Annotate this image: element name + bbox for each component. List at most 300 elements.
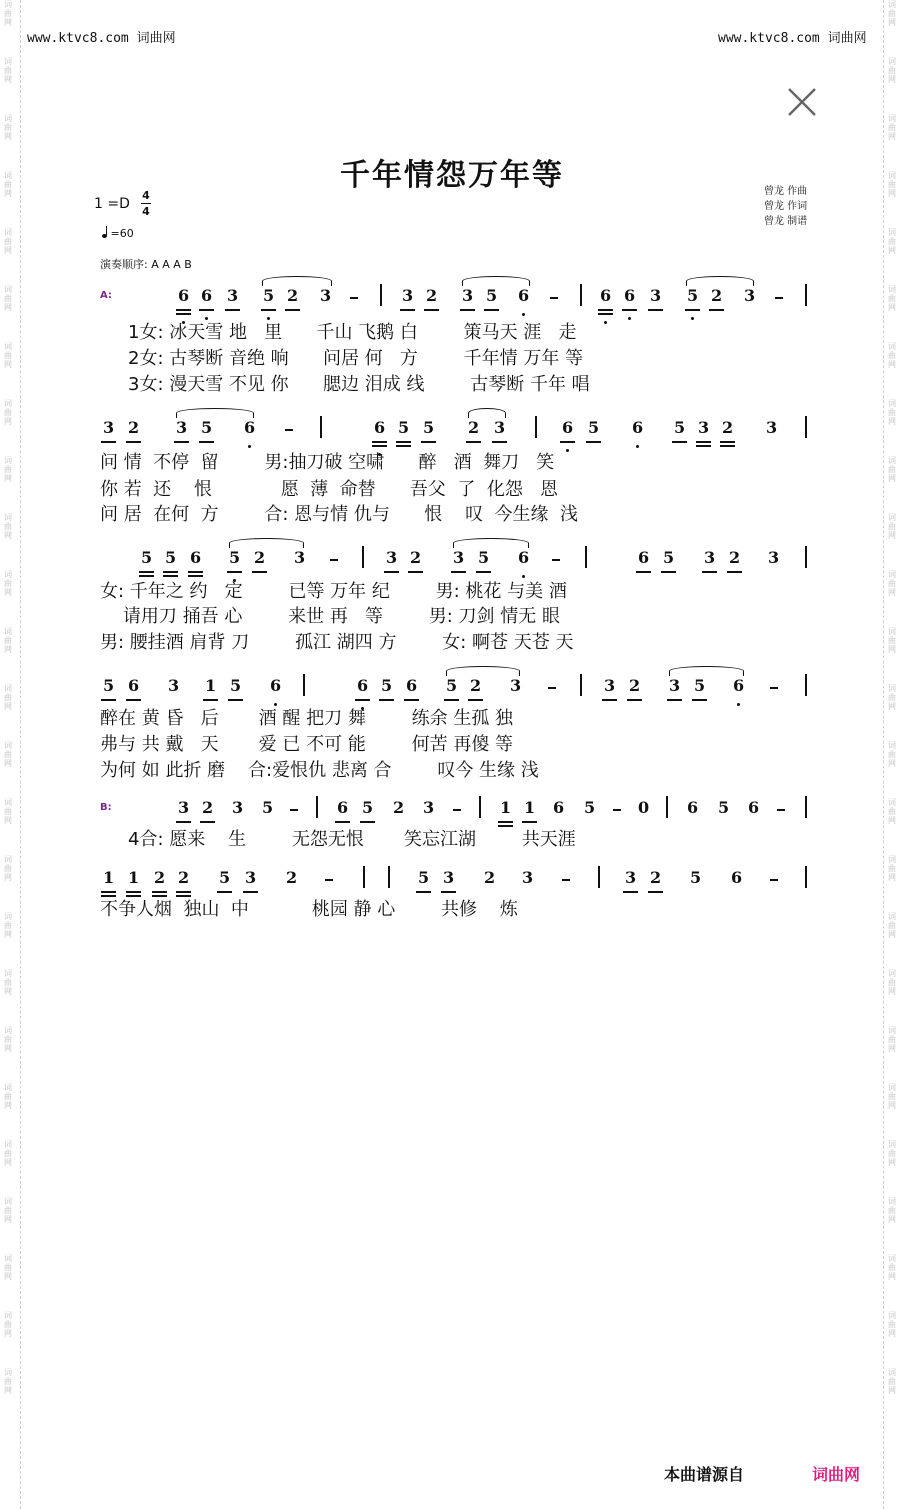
- underline: [139, 571, 154, 573]
- note: 2: [484, 868, 496, 887]
- note: 6: [600, 286, 612, 305]
- underline: [661, 571, 676, 573]
- lyric-line: 醉在 黄 昏 后 酒 醒 把刀 舞 练余 生孤 独: [100, 708, 514, 729]
- low-octave-dot: [522, 313, 525, 316]
- note: 6: [357, 676, 369, 695]
- note: 5: [201, 418, 213, 437]
- watermark-text: 词曲网: [4, 1311, 12, 1338]
- tie-slur: [669, 666, 744, 676]
- bar-line: [535, 416, 537, 438]
- bar-line: [580, 284, 582, 306]
- time-top: 4: [142, 189, 150, 202]
- rest-dash: [290, 809, 298, 811]
- note: 6: [553, 798, 565, 817]
- note: 6: [731, 868, 743, 887]
- watermark-text: 词曲网: [4, 1368, 12, 1395]
- note: 6: [178, 286, 190, 305]
- watermark-text: 词曲网: [4, 342, 12, 369]
- low-octave-dot: [636, 445, 639, 448]
- watermark-text: 词曲网: [888, 741, 896, 768]
- low-octave-dot: [566, 449, 569, 452]
- underline: [200, 821, 215, 823]
- underline: [335, 821, 350, 823]
- rest-dash: [770, 879, 778, 881]
- underline: [421, 441, 436, 443]
- watermark-text: 词曲网: [888, 798, 896, 825]
- watermark-text: 词曲网: [4, 912, 12, 939]
- bar-line: [479, 796, 481, 818]
- low-octave-dot: [628, 317, 631, 320]
- tie-slur: [229, 538, 304, 548]
- note: 1: [500, 798, 512, 817]
- watermark-text: 词曲网: [4, 285, 12, 312]
- watermark-text: 词曲网: [888, 912, 896, 939]
- bar-line: [805, 416, 807, 438]
- bar-line: [380, 284, 382, 306]
- underline: [404, 699, 419, 701]
- rest-dash: [330, 559, 338, 561]
- note: 6: [244, 418, 256, 437]
- right-watermark: [887, 0, 901, 1509]
- watermark-text: 词曲网: [888, 969, 896, 996]
- underline: [727, 571, 742, 573]
- lyric-line: 2女: 古琴断 音绝 响 问居 何 方 千年情 万年 等: [128, 348, 584, 369]
- lyric-line: 4合: 愿来 生 无怨无恨 笑忘江湖 共天涯: [128, 829, 576, 850]
- underline: [152, 891, 167, 893]
- underline: [261, 309, 276, 311]
- header-url-left[interactable]: www.ktvc8.com 词曲网: [27, 31, 176, 46]
- underline: [228, 699, 243, 701]
- bar-line: [598, 866, 600, 888]
- underline: [560, 441, 575, 443]
- note: 5: [418, 868, 430, 887]
- note: 2: [722, 418, 734, 437]
- rest-dash: [285, 429, 293, 431]
- underline: [648, 891, 663, 893]
- note: 6: [638, 548, 650, 567]
- note: 3: [402, 286, 414, 305]
- bar-line: [303, 674, 305, 696]
- watermark-text: 词曲网: [888, 1026, 896, 1053]
- lyric-line: 问 情 不停 留 男:抽刀破 空啸 醉 酒 舞刀 笑: [100, 452, 555, 473]
- watermark-text: 词曲网: [888, 1254, 896, 1281]
- underline: [627, 699, 642, 701]
- note: 6: [337, 798, 349, 817]
- note: 3: [386, 548, 398, 567]
- underline: [522, 821, 537, 823]
- low-octave-dot: [737, 703, 740, 706]
- watermark-text: 词曲网: [4, 1026, 12, 1053]
- note: 5: [478, 548, 490, 567]
- watermark-text: 词曲网: [4, 57, 12, 84]
- tie-slur: [462, 276, 530, 286]
- underline: [126, 441, 141, 443]
- watermark-text: 词曲网: [4, 1254, 12, 1281]
- note: 6: [562, 418, 574, 437]
- underline: [163, 571, 178, 573]
- note: 2: [393, 798, 405, 817]
- bar-line: [585, 546, 587, 568]
- underline: [176, 309, 191, 311]
- note: 3: [245, 868, 257, 887]
- watermark-text: 词曲网: [4, 1140, 12, 1167]
- watermark-text: 词曲网: [4, 570, 12, 597]
- note: 3: [176, 418, 188, 437]
- underline: [203, 699, 218, 701]
- note: 3: [462, 286, 474, 305]
- underline: [444, 699, 459, 701]
- underline: [372, 445, 387, 447]
- underline: [451, 571, 466, 573]
- watermark-text: 词曲网: [4, 171, 12, 198]
- underline: [586, 441, 601, 443]
- watermark-text: 词曲网: [888, 513, 896, 540]
- underline: [101, 891, 116, 893]
- watermark-text: 词曲网: [888, 171, 896, 198]
- note: 3: [320, 286, 332, 305]
- rest-dash: [548, 687, 556, 689]
- header-url-right[interactable]: www.ktvc8.com 词曲网: [718, 31, 867, 46]
- underline: [176, 891, 191, 893]
- underline: [360, 821, 375, 823]
- watermark-text: 词曲网: [888, 399, 896, 426]
- watermark-text: 词曲网: [888, 684, 896, 711]
- note: 2: [426, 286, 438, 305]
- section-label-a: A:: [100, 290, 112, 301]
- rest-dash: [550, 297, 558, 299]
- underline: [720, 445, 735, 447]
- underline: [176, 313, 191, 315]
- note: 1: [128, 868, 140, 887]
- note: 5: [687, 286, 699, 305]
- note: 2: [629, 676, 641, 695]
- tempo-value: =60: [110, 227, 134, 240]
- note: 5: [663, 548, 675, 567]
- watermark-text: 词曲网: [4, 741, 12, 768]
- left-margin-line: [20, 0, 21, 1509]
- note: 5: [141, 548, 153, 567]
- watermark-text: 词曲网: [4, 684, 12, 711]
- lyric-line: 请用刀 捅吾 心 来世 再 等 男: 刀剑 情无 眼: [100, 606, 560, 627]
- rest-dash: [350, 297, 358, 299]
- bar-line: [388, 866, 390, 888]
- underline: [225, 309, 240, 311]
- note: 6: [733, 676, 745, 695]
- note: 2: [286, 868, 298, 887]
- note: 5: [219, 868, 231, 887]
- underline: [176, 821, 191, 823]
- underline: [602, 699, 617, 701]
- rest-dash: [325, 879, 333, 881]
- note: 3: [227, 286, 239, 305]
- bar-line: [580, 674, 582, 696]
- note: 5: [165, 548, 177, 567]
- note: 3: [168, 676, 180, 695]
- underline: [720, 441, 735, 443]
- bar-line: [666, 796, 668, 818]
- watermark-text: 词曲网: [888, 1197, 896, 1224]
- underline: [441, 891, 456, 893]
- underline: [285, 309, 300, 311]
- note: 2: [254, 548, 266, 567]
- rest-dash: [453, 809, 461, 811]
- note: 3: [453, 548, 465, 567]
- lyric-line: 女: 千年之 约 定 已等 万年 纪 男: 桃花 与美 酒: [100, 581, 567, 602]
- underline: [396, 441, 411, 443]
- underline: [466, 441, 481, 443]
- credit-lyricist: 曾龙 作词: [764, 201, 808, 212]
- underline: [101, 699, 116, 701]
- note: 6: [201, 286, 213, 305]
- section-label-b: B:: [100, 802, 112, 813]
- underline: [484, 309, 499, 311]
- underline: [709, 309, 724, 311]
- watermark-text: 词曲网: [4, 114, 12, 141]
- time-divider: [141, 203, 151, 204]
- watermark-text: 词曲网: [4, 0, 12, 27]
- underline: [355, 699, 370, 701]
- underline: [188, 571, 203, 573]
- note: 6: [624, 286, 636, 305]
- note: 2: [410, 548, 422, 567]
- page-title: 千年情怨万年等: [340, 158, 564, 193]
- watermark-text: 词曲网: [4, 627, 12, 654]
- rest-dash: [777, 809, 785, 811]
- note: 6: [632, 418, 644, 437]
- bar-line: [805, 674, 807, 696]
- note: 0: [638, 798, 650, 817]
- bar-line: [805, 866, 807, 888]
- note: 5: [381, 676, 393, 695]
- underline: [622, 309, 637, 311]
- key-signature: 1 =D: [94, 196, 130, 212]
- tie-slur: [453, 538, 529, 548]
- lyric-line: 你 若 还 恨 愿 薄 命替 吾父 了 化怨 恩: [100, 479, 558, 500]
- underline: [400, 309, 415, 311]
- underline: [126, 699, 141, 701]
- note: 5: [362, 798, 374, 817]
- note: 2: [287, 286, 299, 305]
- note: 5: [486, 286, 498, 305]
- time-bottom: 4: [142, 205, 150, 218]
- underline: [468, 699, 483, 701]
- tempo-mark: [102, 227, 134, 240]
- note: 3: [232, 798, 244, 817]
- rest-dash: [552, 559, 560, 561]
- note: 3: [604, 676, 616, 695]
- note: 5: [263, 286, 275, 305]
- bar-line: [362, 546, 364, 568]
- note: 3: [294, 548, 306, 567]
- underline: [598, 313, 613, 315]
- watermark-text: 词曲网: [888, 285, 896, 312]
- left-watermark: [3, 0, 17, 1509]
- watermark-text: 词曲网: [4, 1197, 12, 1224]
- note: 1: [205, 676, 217, 695]
- tie-slur: [468, 408, 506, 418]
- underline: [692, 699, 707, 701]
- note: 6: [128, 676, 140, 695]
- bar-line: [805, 546, 807, 568]
- credit-arranger: 曾龙 制谱: [764, 216, 808, 227]
- underline: [126, 891, 141, 893]
- underline: [623, 891, 638, 893]
- note: 3: [510, 676, 522, 695]
- note: 3: [443, 868, 455, 887]
- play-order: 演奏顺序: A A A B: [100, 258, 192, 271]
- note: 2: [178, 868, 190, 887]
- note: 3: [766, 418, 778, 437]
- note: 3: [669, 676, 681, 695]
- watermark-text: 词曲网: [888, 456, 896, 483]
- note: 2: [711, 286, 723, 305]
- note: 5: [588, 418, 600, 437]
- bar-line: [805, 796, 807, 818]
- close-icon[interactable]: [786, 86, 818, 118]
- note: 3: [744, 286, 756, 305]
- note: 2: [470, 676, 482, 695]
- watermark-text: 词曲网: [888, 228, 896, 255]
- note: 6: [270, 676, 282, 695]
- underline: [476, 571, 491, 573]
- watermark-text: 词曲网: [4, 456, 12, 483]
- underline: [498, 821, 513, 823]
- note: 2: [650, 868, 662, 887]
- footer-site-link[interactable]: 词曲网: [812, 1465, 861, 1484]
- underline: [685, 309, 700, 311]
- rest-dash: [562, 879, 570, 881]
- watermark-text: 词曲网: [4, 228, 12, 255]
- underline: [252, 571, 267, 573]
- note: 3: [494, 418, 506, 437]
- note: 6: [748, 798, 760, 817]
- note: 6: [374, 418, 386, 437]
- note: 5: [230, 676, 242, 695]
- note: 2: [154, 868, 166, 887]
- watermark-text: 词曲网: [888, 114, 896, 141]
- watermark-text: 词曲网: [888, 342, 896, 369]
- tie-slur: [686, 276, 754, 286]
- note: 5: [229, 548, 241, 567]
- watermark-text: 词曲网: [888, 1311, 896, 1338]
- watermark-text: 词曲网: [4, 399, 12, 426]
- note: 5: [674, 418, 686, 437]
- watermark-text: 词曲网: [888, 57, 896, 84]
- underline: [416, 891, 431, 893]
- note: 6: [518, 548, 530, 567]
- time-signature: [141, 189, 151, 218]
- note: 5: [398, 418, 410, 437]
- underline: [696, 441, 711, 443]
- credits: [764, 184, 807, 229]
- note: 2: [468, 418, 480, 437]
- watermark-text: 词曲网: [888, 0, 896, 27]
- tie-slur: [446, 666, 520, 676]
- note: 6: [518, 286, 530, 305]
- underline: [199, 441, 214, 443]
- lyric-line: 为何 如 此折 磨 合:爱恨仇 悲离 合 叹今 生缘 浅: [100, 760, 539, 781]
- watermark-text: 词曲网: [888, 1140, 896, 1167]
- watermark-text: 词曲网: [888, 627, 896, 654]
- underline: [598, 309, 613, 311]
- underline: [227, 571, 242, 573]
- note: 6: [406, 676, 418, 695]
- lyric-line: 不争人烟 独山 中 桃园 静 心 共修 炼: [100, 899, 518, 920]
- underline: [243, 891, 258, 893]
- watermark-text: 词曲网: [4, 513, 12, 540]
- underline: [696, 445, 711, 447]
- note: 2: [202, 798, 214, 817]
- watermark-text: 词曲网: [888, 1368, 896, 1395]
- watermark-text: 词曲网: [4, 798, 12, 825]
- bar-line: [363, 866, 365, 888]
- lyric-line: 弗与 共 戴 天 爱 已 不可 能 何苦 再傻 等: [100, 734, 514, 755]
- note: 5: [262, 798, 274, 817]
- note: 3: [178, 798, 190, 817]
- underline: [636, 571, 651, 573]
- underline: [492, 441, 507, 443]
- underline: [372, 441, 387, 443]
- watermark-text: 词曲网: [888, 1083, 896, 1110]
- note: 3: [768, 548, 780, 567]
- underline: [396, 445, 411, 447]
- lyric-line: 3女: 漫天雪 不见 你 腮边 泪成 线 古琴断 千年 唱: [128, 374, 590, 395]
- note: 5: [690, 868, 702, 887]
- note: 3: [698, 418, 710, 437]
- bar-line: [316, 796, 318, 818]
- underline: [460, 309, 475, 311]
- note: 5: [718, 798, 730, 817]
- low-octave-dot: [691, 317, 694, 320]
- note: 5: [423, 418, 435, 437]
- rest-dash: [613, 809, 621, 811]
- watermark-text: 词曲网: [888, 855, 896, 882]
- note: 3: [522, 868, 534, 887]
- note: 3: [103, 418, 115, 437]
- note: 1: [524, 798, 536, 817]
- watermark-text: 词曲网: [4, 855, 12, 882]
- bar-line: [805, 284, 807, 306]
- note: 5: [584, 798, 596, 817]
- underline: [667, 699, 682, 701]
- note: 2: [729, 548, 741, 567]
- underline: [217, 891, 232, 893]
- underline: [648, 309, 663, 311]
- lyric-line: 问 居 在何 方 合: 恩与情 仇与 恨 叹 今生缘 浅: [100, 504, 578, 525]
- underline: [379, 699, 394, 701]
- note: 6: [190, 548, 202, 567]
- lyric-line: 男: 腰挂酒 肩背 刀 孤江 湖四 方 女: 啊苍 天苍 天: [100, 632, 574, 653]
- quarter-note-icon: [102, 234, 107, 238]
- credit-composer: 曾龙 作曲: [764, 186, 808, 197]
- underline: [199, 309, 214, 311]
- watermark-text: 词曲网: [888, 570, 896, 597]
- note: 3: [704, 548, 716, 567]
- tie-slur: [262, 276, 332, 286]
- rest-dash: [770, 687, 778, 689]
- underline: [384, 571, 399, 573]
- rest-dash: [775, 297, 783, 299]
- note: 5: [694, 676, 706, 695]
- right-margin-line: [883, 0, 884, 1509]
- note: 5: [103, 676, 115, 695]
- watermark-text: 词曲网: [4, 969, 12, 996]
- low-octave-dot: [604, 321, 607, 324]
- footer-source: 本曲谱源自: [664, 1465, 745, 1484]
- underline: [101, 441, 116, 443]
- note: 6: [687, 798, 699, 817]
- bar-line: [320, 416, 322, 438]
